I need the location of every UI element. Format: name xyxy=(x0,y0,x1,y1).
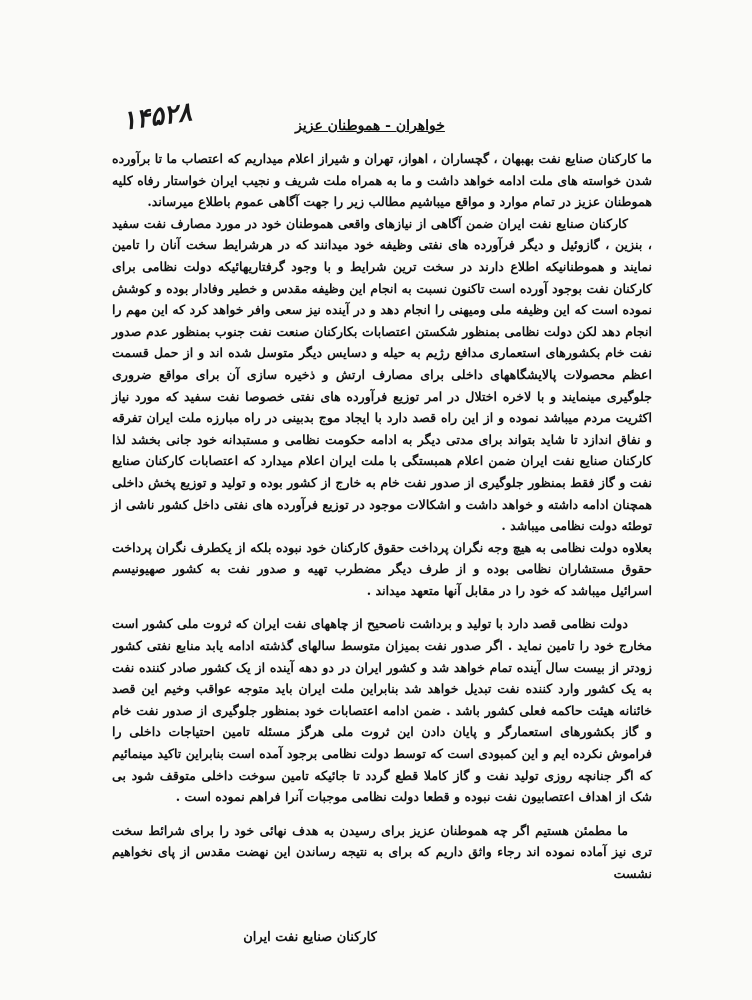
letter-body xyxy=(112,148,652,885)
paragraph-national-wealth: دولت نظامی قصد دارد با تولید و برداشت ناصحیح از چاههای نفت ایران که ثروت ملی کشور است مخارج خود را تامین نماید . اگر صدور نفت بمیزان متوسط سالهای گذشته ادامه یابد منابع نفتی کشور زودتر از بیست سال آینده تمام خواهد شد و کشور ایران در دو دهه آینده از یک کشور صادر کننده نفت به یک کشور وارد کننده نفت تبدیل خواهد شد بنابراین ملت ایران باید متوجه عواقب وخیم این قصد خائنانه هیئت حاکمه فعلی کشور باشد . ضمن ادامه اعتصابات خود بمنظور جلوگیری از صدور نفت خام و گاز بکشورهای استعمارگر و پایان دادن این ثروت ملی هرگز مسئله تامین احتیاجات داخلی را فراموش نکرده ایم و این کمبودی است که توسط دولت نظامی برجود آمده است بنابراین تاکید مینمائیم که اگر جنانچه روزی تولید نفت و گاز کاملا قطع گردد تا جائیکه تامین سوخت داخلی متوقف شود بی شک از اهداف اعتصابیون نفت نبوده و قطعا دولت نظامی موجبات آنرا فراهم نموده است . xyxy=(112,616,652,805)
document-number: ۱۴۵۲۸ xyxy=(120,97,194,137)
salutation-heading: خواهران - هموطنان عزیز xyxy=(295,118,445,134)
paragraph-closing: ما مطمئن هستیم اگر چه هموطنان عزیز برای رسیدن به هدف نهائی خود را برای شرائط سخت تری نیز آماده نموده اند رجاء واثق داریم که برای به نتیجه رساندن این نهضت مقدس از پای نخواهیم نشست xyxy=(112,822,652,881)
paragraph-military-government: بعلاوه دولت نظامی به هیچ وجه نگران پرداخت حقوق کارکنان خود نبوده بلکه از یکطرف نگران پرداخت حقوق مستشاران نظامی بوده و از طرف دیگر مضطرب تهیه و صدور نفت به کشور صهیونیسم اسرائیل میباشد که خود را در مقابل آنها متعهد میداند . xyxy=(112,539,652,598)
paragraph-main: کارکنان صنایع نفت ایران ضمن آگاهی از نیازهای واقعی هموطنان خود در مورد مصارف نفت سفید ، بنزین ، گازوئیل و دیگر فرآورده های نفتی وظیفه خود میدانند که در هرشرایط سخت آنان را تامین نمایند و هموطنانیکه اطلاع دارند در سخت ترین شرایط و با وجود گرفتاریهائیکه دولت نظامی برای کارکنان نفت بوجود آورده است تاکنون نسبت به انجام این وظیفه مقدس و خطیر وفادار بوده و کوشش نموده است که این وظیفه ملی ومیهنی را انجام دهد و در آینده نیز سعی وافر خواهد کرد که این مهم را انجام دهد لکن دولت نظامی بمنظور شکستن اعتصابات بکارکنان صنعت نفت جنوب بمنظور عدم صدور نفت خام بکشورهای استعماری مدافع رژیم به حیله و دسایس دیگر متوسل شده اند و از حمل قسمت اعظم محصولات پالایشگاههای داخلی برای مصارف ارتش و ذخیره سازی آن برای مواقع ضروری جلوگیری مینمایند و با لاخره اختلال در امر توزیع فرآورده های نفتی خصوصا نفت سفید که مورد نیاز اکثریت مردم میباشد نموده و از این راه قصد دارد با ایجاد موج بدبینی در راه مبارزه ملت ایران تفرقه و نفاق اندازد تا شاید بتواند برای مدتی دیگر به ادامه حکومت نظامی و مستبدانه خود جانی بخشد لذا کارکنان صنایع نفت ایران ضمن اعلام همبستگی با ملت ایران اعلام میدارد که اعتصابات کارکنان صنایع نفت و گاز فقط بمنظور جلوگیری از صدور نفت خام به خارج از کشور بوده و تولید و توزیع پخش داخلی همچنان ادامه داشته و خواهد داشت و اشکالات موجود در توزیع فرآورده های نفتی داخل کشور ناشی از توطئه دولت نظامی میباشد . xyxy=(112,215,652,534)
signature: کارکنان صنایع نفت ایران xyxy=(243,930,377,945)
paragraph-intro: ما کارکنان صنایع نفت بهبهان ، گچساران ، اهواز، تهران و شیراز اعلام میداریم که اعتصاب ما تا برآورده شدن خواسته های ملت ادامه خواهد داشت و ما به همراه ملت شریف و نجیب ایران خواستار رفاه کلیه هموطنان عزیز در تمام موارد و مواقع میباشیم مطالب زیر را جهت آگاهی عموم باطلاع میرساند. xyxy=(112,151,652,210)
